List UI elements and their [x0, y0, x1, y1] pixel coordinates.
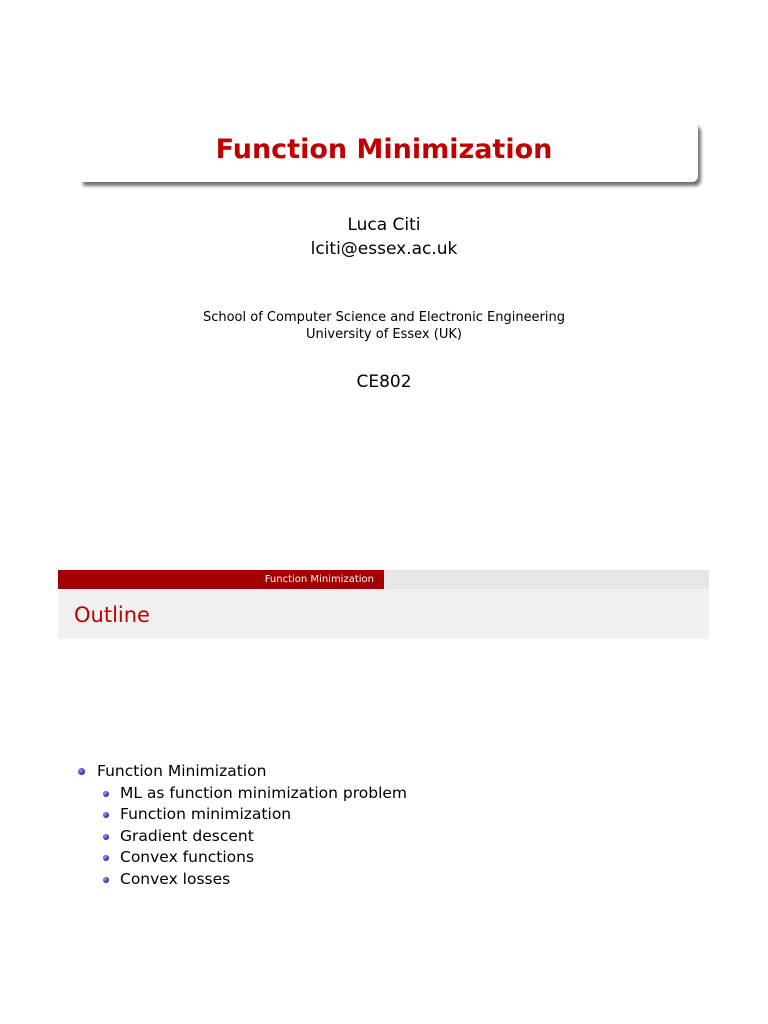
frame-title: Outline [74, 603, 150, 627]
bullet-icon [103, 855, 109, 861]
bullet-icon [103, 812, 109, 818]
bullet-icon [103, 791, 109, 797]
outline-subitem [97, 847, 407, 869]
outline-subitem [97, 869, 407, 891]
bullet-icon [78, 768, 85, 775]
outline-subitem-label[interactable]: Convex losses [120, 869, 231, 888]
frame-title-bar [58, 589, 709, 639]
outline-subitem [97, 804, 407, 826]
outline-subitem-label[interactable]: ML as function minimization problem [120, 783, 408, 802]
headline-section-label[interactable]: Function Minimization [58, 570, 384, 589]
institute-block [0, 309, 768, 343]
outline-subitem-label[interactable]: Convex functions [120, 848, 255, 866]
institute-line-2: University of Essex (UK) [306, 327, 462, 342]
outline-subitem [97, 826, 407, 848]
slide-title: Function Minimization [215, 134, 553, 165]
outline-list [78, 761, 407, 890]
author-name: Luca Citi [347, 215, 421, 235]
outline-item-label[interactable]: Function Minimization [97, 762, 267, 780]
bullet-icon [103, 834, 109, 840]
headline-bar [58, 570, 709, 589]
institute-line-1: School of Computer Science and Electronic Engineering [202, 310, 566, 325]
outline-item [78, 761, 407, 890]
author-block [0, 213, 768, 261]
course-code: CE802 [356, 372, 412, 392]
bullet-icon [103, 877, 109, 883]
outline-subitem-label[interactable]: Gradient descent [120, 826, 254, 845]
outline-sublist [97, 783, 407, 891]
author-email: lciti@essex.ac.uk [310, 239, 458, 259]
outline-subitem-label[interactable]: Function minimization [120, 805, 292, 823]
outline-subitem [97, 783, 407, 805]
